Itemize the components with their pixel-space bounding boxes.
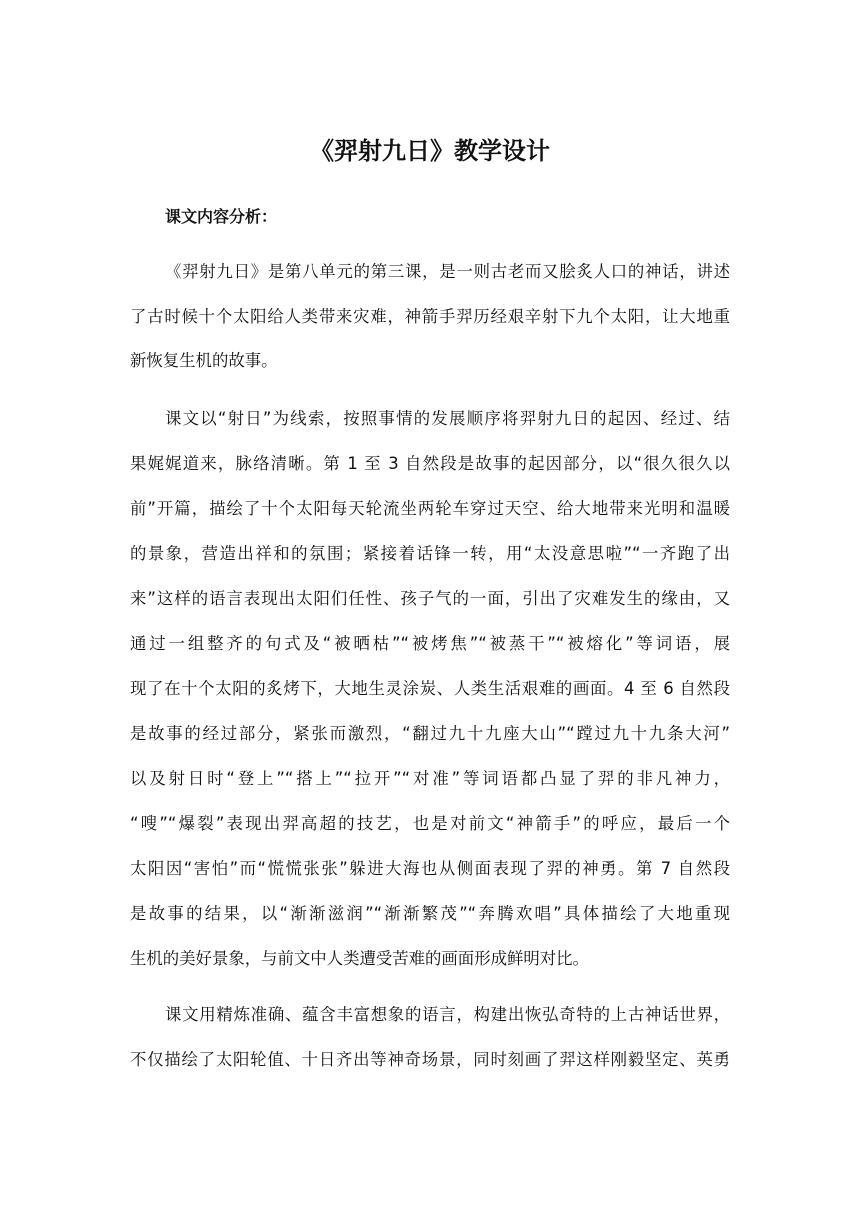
text-line: 太阳因“害怕”而“慌慌张张”躲进大海也从侧面表现了羿的神勇。第 7 自然段 (130, 859, 730, 878)
section-heading: 课文内容分析： (165, 207, 278, 226)
text-line: 课文以“射日”为线索，按照事情的发展顺序将羿射九日的起因、经过、结 (165, 409, 730, 428)
text-line: 来”这样的语言表现出太阳们任性、孩子气的一面，引出了灾难发生的缘由，又 (130, 589, 730, 608)
text-line: 新恢复生机的故事。 (130, 351, 278, 370)
text-line: 现了在十个太阳的炙烤下，大地生灵涂炭、人类生活艰难的画面。4 至 6 自然段 (130, 679, 730, 698)
text-line: “嗖”“爆裂”表现出羿高超的技艺，也是对前文“神箭手”的呼应，最后一个 (130, 814, 730, 833)
text-line: 是故事的经过部分，紧张而激烈，“翻过九十九座大山”“蹚过九十九条大河” (130, 724, 730, 743)
text-line: 以及射日时“登上”“搭上”“拉开”“对准”等词语都凸显了羿的非凡神力， (130, 769, 730, 788)
text-line: 了古时候十个太阳给人类带来灾难，神箭手羿历经艰辛射下九个太阳，让大地重 (130, 307, 730, 326)
text-line: 的景象，营造出祥和的氛围；紧接着话锋一转，用“太没意思啦”“一齐跑了出 (130, 544, 730, 563)
text-line: 果娓娓道来，脉络清晰。第 1 至 3 自然段是故事的起因部分，以“很久很久以 (130, 454, 730, 473)
text-line: 通过一组整齐的句式及“被晒枯”“被烤焦”“被蒸干”“被熔化”等词语，展 (130, 634, 730, 653)
text-line: 《羿射九日》是第八单元的第三课，是一则古老而又脍炙人口的神话，讲述 (165, 262, 730, 281)
text-line: 不仅描绘了太阳轮值、十日齐出等神奇场景，同时刻画了羿这样刚毅坚定、英勇 (130, 1050, 730, 1069)
text-line: 是故事的结果，以“渐渐滋润”“渐渐繁茂”“奔腾欢唱”具体描绘了大地重现 (130, 904, 730, 923)
document-title: 《羿射九日》教学设计 (310, 137, 550, 165)
text-line: 生机的美好景象，与前文中人类遭受苦难的画面形成鲜明对比。 (130, 949, 589, 968)
text-line: 前”开篇，描绘了十个太阳每天轮流坐两轮车穿过天空、给大地带来光明和温暖 (130, 499, 730, 518)
text-line: 课文用精炼准确、蕴含丰富想象的语言，构建出恢弘奇特的上古神话世界， (165, 1005, 730, 1024)
